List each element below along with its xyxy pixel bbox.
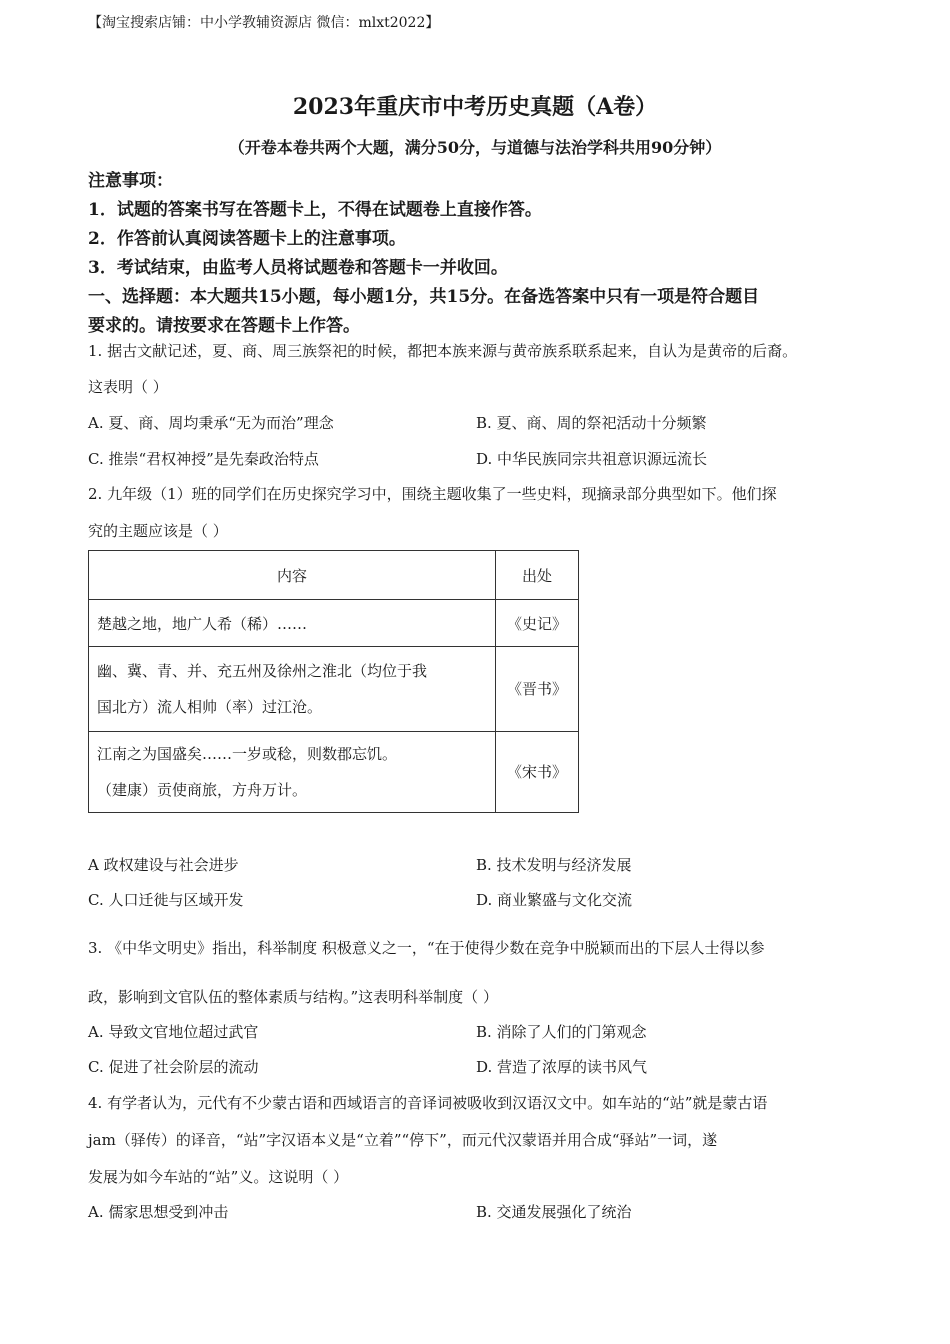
q4-option-b[interactable]: B. 交通发展强化了统治 [476,1203,632,1221]
section-instructions-line2: 要求的。请按要求在答题卡上作答。 [88,316,360,336]
q1-option-a[interactable]: A. 夏、商、周均秉承“无为而治”理念 [88,414,334,432]
q2-option-a[interactable]: A 政权建设与社会进步 [88,856,239,874]
table-cell-line: 国北方）流人相帅（率）过江沧。 [97,698,323,716]
q3-stem-line2: 政，影响到文官队伍的整体素质与结构。”这表明科举制度（ ） [88,988,498,1006]
table-cell-content [89,647,496,732]
q4-stem-line2: jam（驿传）的译音，“站”字汉语本义是“立着”“停下”，而元代汉蒙语并用合成“驿站”一词，遂 [88,1131,718,1149]
notice-item-3: 3．考试结束，由监考人员将试题卷和答题卡一并收回。 [88,258,508,278]
q4-option-a[interactable]: A. 儒家思想受到冲击 [88,1203,229,1221]
notice-item-1: 1．试题的答案书写在答题卡上，不得在试题卷上直接作答。 [88,200,542,220]
exam-subtitle: （开卷本卷共两个大题，满分50分，与道德与法治学科共用90分钟） [228,138,722,157]
q2-option-d[interactable]: D. 商业繁盛与文化交流 [476,891,633,909]
q1-stem-line2: 这表明（ ） [88,378,168,396]
q1-option-b[interactable]: B. 夏、商、周的祭祀活动十分频繁 [476,414,707,432]
exam-title: 2023年重庆市中考历史真题（A卷） [292,94,658,120]
q2-option-b[interactable]: B. 技术发明与经济发展 [476,856,632,874]
table-row [89,647,579,732]
table-cell-source: 《晋书》 [496,647,579,732]
q2-stem-line1: 2. 九年级（1）班的同学们在历史探究学习中，围绕主题收集了一些史料，现摘录部分典型如下。他们探 [88,485,777,503]
q4-stem-line3: 发展为如今车站的“站”义。这说明（ ） [88,1168,349,1186]
q2-option-c[interactable]: C. 人口迁徙与区域开发 [88,891,244,909]
table-cell-line: 江南之为国盛矣……一岁或稔，则数郡忘饥。 [97,745,398,763]
q4-stem-line1: 4. 有学者认为，元代有不少蒙古语和西域语言的音译词被吸收到汉语汉文中。如车站的“站”就是蒙古语 [88,1094,768,1112]
notice-heading: 注意事项： [88,171,173,191]
q3-option-a[interactable]: A. 导致文官地位超过武官 [88,1023,259,1041]
table-cell-line: （建康）贡使商旅，方舟万计。 [97,781,308,799]
table-header-content: 内容 [89,551,496,600]
table-header-row [89,551,579,600]
table-row [89,732,579,813]
table-header-source: 出处 [496,551,579,600]
table-cell-content [89,732,496,813]
q1-option-c[interactable]: C. 推崇“君权神授”是先秦政治特点 [88,450,319,468]
q3-option-c[interactable]: C. 促进了社会阶层的流动 [88,1058,259,1076]
q3-option-b[interactable]: B. 消除了人们的门第观念 [476,1023,647,1041]
q1-stem-line1: 1. 据古文献记述，夏、商、周三族祭祀的时候，都把本族来源与黄帝族系联系起来，自认为是黄帝的后裔。 [88,342,798,360]
table-cell-line: 楚越之地，地广人希（稀）…… [97,614,308,633]
table-cell-line: 幽、冀、青、并、充五州及徐州之淮北（均位于我 [97,662,428,680]
page-header-ad: 【淘宝搜索店铺：中小学教辅资源店 微信：mlxt2022】 [88,15,440,31]
q2-stem-line2: 究的主题应该是（ ） [88,522,228,540]
source-table [88,550,579,813]
table-cell-source: 《史记》 [496,600,579,647]
q3-option-d[interactable]: D. 营造了浓厚的读书风气 [476,1058,648,1076]
section-instructions-line1: 一、选择题：本大题共15小题，每小题1分，共15分。在备选答案中只有一项是符合题目 [88,287,760,307]
table-row [89,600,579,647]
table-cell-source: 《宋书》 [496,732,579,813]
notice-item-2: 2．作答前认真阅读答题卡上的注意事项。 [88,229,406,249]
q3-stem-line1: 3. 《中华文明史》指出，科举制度 积极意义之一，“在于使得少数在竞争中脱颖而出的下层人士得以参 [88,939,765,957]
table-cell-content [89,600,496,647]
q1-option-d[interactable]: D. 中华民族同宗共祖意识源远流长 [476,450,708,468]
